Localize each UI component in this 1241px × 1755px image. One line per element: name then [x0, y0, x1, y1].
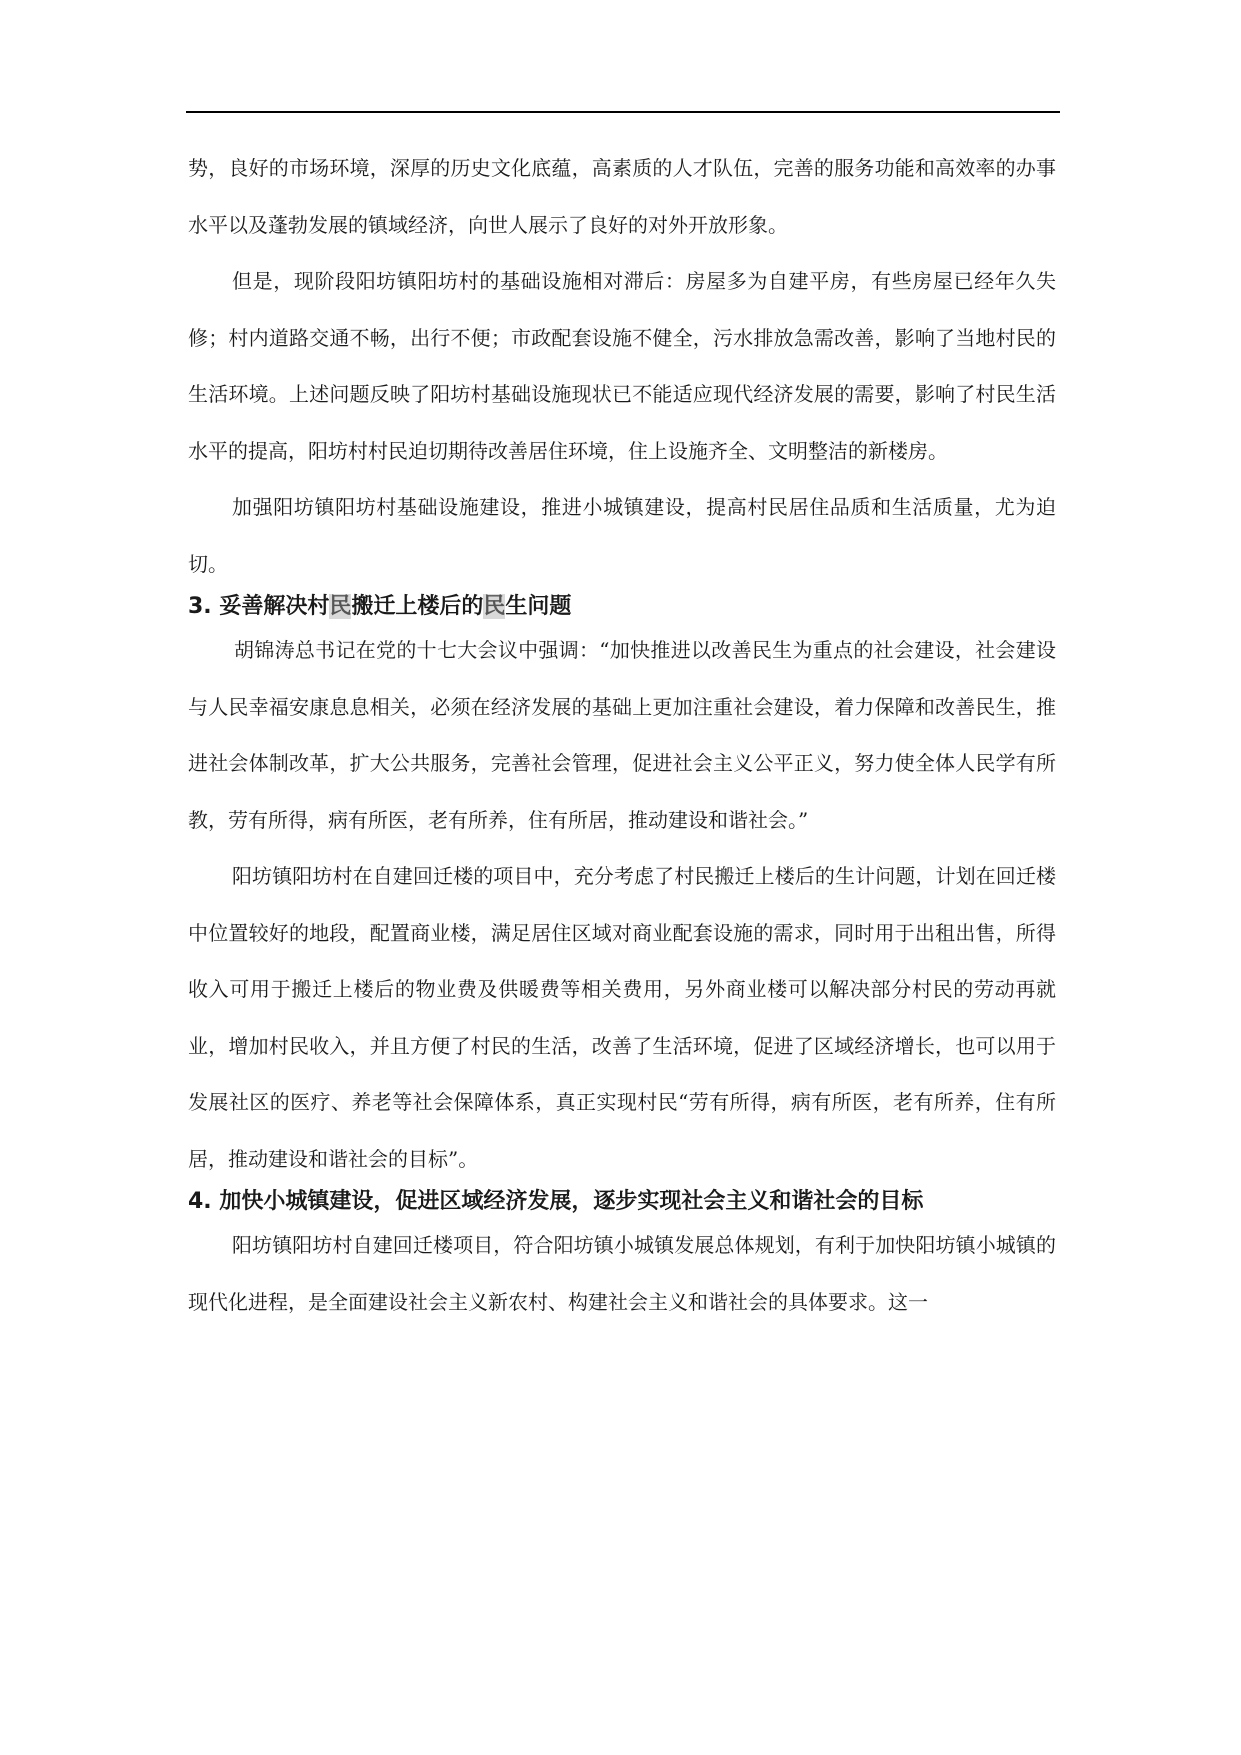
section-3-paragraph-1: 胡锦涛总书记在党的十七大会议中强调：“加快推进以改善民生为重点的社会建设，社会建设与人民幸福安康息息相关，必须在经济发展的基础上更加注重社会建设，着力保障和改善民生，推进社会体制改革，扩大公共服务，完善社会管理，促进社会主义公平正义，努力使全体人民学有所教，劳有所得，病有所医，老有所养，住有所居，推动建设和谐社会。” [188, 638, 1056, 832]
paragraph-infrastructure: 但是，现阶段阳坊镇阳坊村的基础设施相对滞后：房屋多为自建平房，有些房屋已经年久失修；村内道路交通不畅，出行不便；市政配套设施不健全，污水排放急需改善，影响了当地村民的生活环境。上述问题反映了阳坊村基础设施现状已不能适应现代经济发展的需要，影响了村民生活水平的提高，阳坊村村民迫切期待改善居住环境，住上设施齐全、文明整洁的新楼房。 [188, 269, 1056, 463]
paragraph-strengthen: 加强阳坊镇阳坊村基础设施建设，推进小城镇建设，提高村民居住品质和生活质量，尤为迫切。 [188, 495, 1056, 576]
header-rule [186, 111, 1060, 113]
section-3-heading-part2: 搬迁上楼后的 [351, 594, 484, 619]
section-3-heading-part3: 生问题 [505, 594, 572, 619]
section-3-heading-part1: 3. 妥善解决村 [188, 594, 330, 619]
section-3-paragraph-2: 阳坊镇阳坊村在自建回迁楼的项目中，充分考虑了村民搬迁上楼后的生计问题，计划在回迁楼中位置较好的地段，配置商业楼，满足居住区域对商业配套设施的需求，同时用于出租出售，所得收入可用于搬迁上楼后的物业费及供暖费等相关费用，另外商业楼可以解决部分村民的劳动再就业，增加村民收入，并且方便了村民的生活，改善了生活环境，促进了区域经济增长，也可以用于发展社区的医疗、养老等社会保障体系，真正实现村民“劳有所得，病有所医，老有所养，住有所居，推动建设和谐社会的目标”。 [188, 864, 1056, 1171]
document-body [188, 140, 1056, 1330]
section-4-paragraph-1: 阳坊镇阳坊村自建回迁楼项目，符合阳坊镇小城镇发展总体规划，有利于加快阳坊镇小城镇的现代化进程，是全面建设社会主义新农村、构建社会主义和谐社会的具体要求。这一 [188, 1233, 1056, 1314]
paragraph-continued: 势，良好的市场环境，深厚的历史文化底蕴，高素质的人才队伍，完善的服务功能和高效率的办事水平以及蓬勃发展的镇域经济，向世人展示了良好的对外开放形象。 [188, 156, 1056, 237]
section-3-heading [188, 592, 1056, 622]
section-4-heading: 4. 加快小城镇建设，促进区域经济发展，逐步实现社会主义和谐社会的目标 [188, 1189, 924, 1214]
section-3-heading-highlight-2: 民 [483, 594, 506, 619]
section-3-heading-highlight-1: 民 [329, 594, 352, 619]
